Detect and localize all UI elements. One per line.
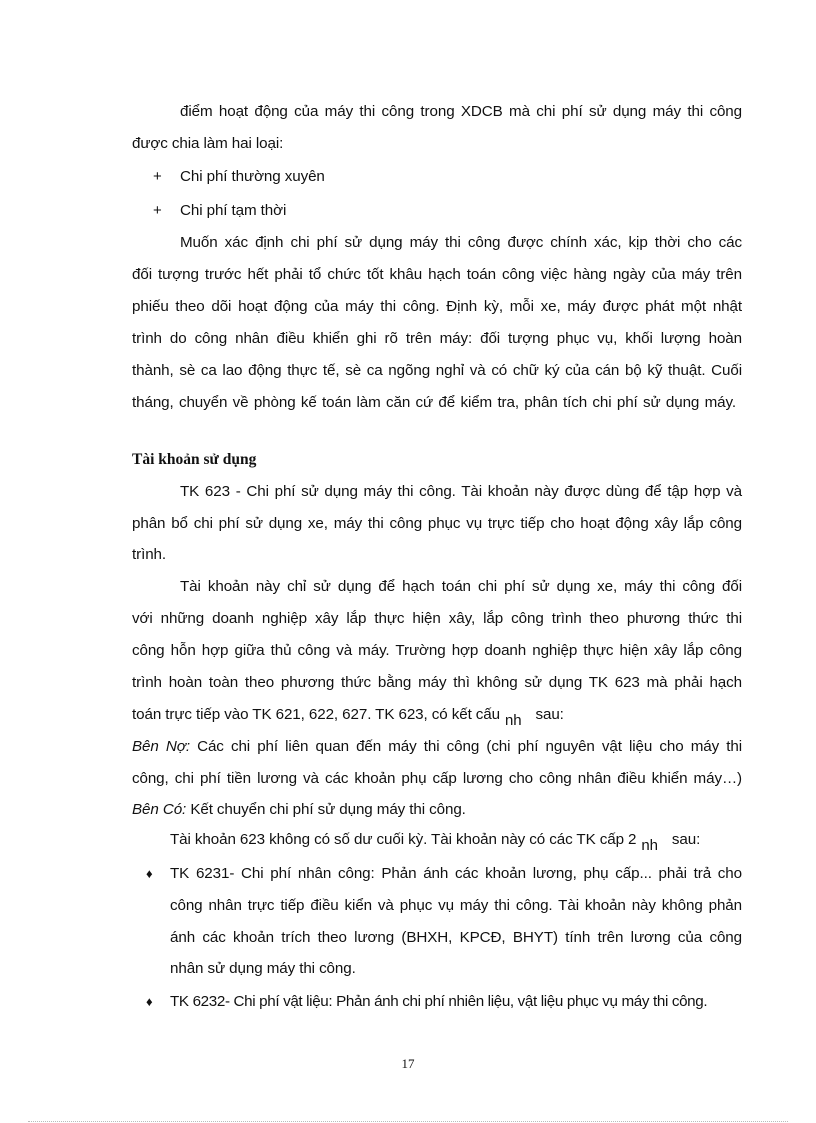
paragraph-line: Tài khoản này chỉ sử dụng để hạch toán chi phí sử dụng xe, máy thi công đối bbox=[180, 578, 742, 595]
list-item: Chi phí thường xuyên bbox=[180, 168, 325, 185]
paragraph-line: công, chi phí tiền lương và các khoản phụ cấp lương cho công nhân điều khiển máy…) bbox=[132, 770, 742, 787]
list-item-line: TK 6232- Chi phí vật liệu: Phản ánh chi phí nhiên liệu, vật liệu phục vụ máy thi công. bbox=[170, 993, 708, 1010]
paragraph-line: phân bổ chi phí sử dụng xe, máy thi công phục vụ trực tiếp cho hoạt động xây lắp công bbox=[132, 515, 742, 532]
list-item-line: công nhân trực tiếp điều kiển và phục vụ máy thi công. Tài khoản này không phản bbox=[170, 897, 742, 914]
diamond-bullet-icon: ♦ bbox=[146, 994, 153, 1009]
paragraph-line: Muốn xác định chi phí sử dụng máy thi công được chính xác, kịp thời cho các bbox=[180, 234, 742, 251]
diamond-bullet-icon: ♦ bbox=[146, 866, 153, 881]
subscript-text: nh bbox=[641, 837, 658, 854]
paragraph-line: đối tượng trước hết phải tổ chức tốt khâu hạch toán công việc hàng ngày của máy trên bbox=[132, 266, 742, 283]
debit-line bbox=[132, 737, 742, 757]
plus-bullet-icon: + bbox=[153, 202, 162, 219]
paragraph-line: TK 623 - Chi phí sử dụng máy thi công. Tài khoản này được dùng để tập hợp và bbox=[180, 483, 742, 500]
plus-bullet-icon: + bbox=[153, 168, 162, 185]
debit-label: Bên Nợ: bbox=[132, 738, 190, 755]
text-run: toán trực tiếp vào TK 621, 622, 627. TK 623, có kết cấu bbox=[132, 706, 500, 723]
paragraph-line: phiếu theo dõi hoạt động của máy thi công. Định kỳ, mỗi xe, máy được phát một nhật bbox=[132, 298, 742, 315]
list-item-line: ánh các khoản trích theo lương (BHXH, KPCĐ, BHYT) tính trên lương của công bbox=[170, 929, 742, 946]
credit-line bbox=[132, 800, 466, 820]
paragraph-line bbox=[132, 705, 564, 729]
paragraph-line: trình hoàn toàn theo phương thức bằng máy thì không sử dụng TK 623 mà phải hạch bbox=[132, 674, 742, 691]
paragraph-line: thành, sè ca lao động thực tế, sè ca ngõng nghỉ và có chữ ký của cán bộ kỹ thuật. Cuối bbox=[132, 362, 742, 379]
list-item-line: TK 6231- Chi phí nhân công: Phản ánh các khoản lương, phụ cấp... phải trả cho bbox=[170, 865, 742, 882]
text-run: Tài khoản 623 không có số dư cuối kỳ. Tài khoản này có các TK cấp 2 bbox=[170, 831, 637, 848]
debit-text: Các chi phí liên quan đến máy thi công (chi phí nguyên vật liệu cho máy thi bbox=[197, 738, 742, 755]
credit-text: Kết chuyển chi phí sử dụng máy thi công. bbox=[190, 801, 466, 818]
paragraph-line: công hỗn hợp giữa thủ công và máy. Trường hợp doanh nghiệp thực hiện xây lắp công bbox=[132, 642, 742, 659]
text-run: sau: bbox=[535, 706, 564, 723]
paragraph-line: điểm hoạt động của máy thi công trong XDCB mà chi phí sử dụng máy thi công bbox=[180, 103, 742, 120]
paragraph-line: trình do công nhân điều khiển ghi rõ trên máy: đối tượng phục vụ, khối lượng hoàn bbox=[132, 330, 742, 347]
credit-label: Bên Có: bbox=[132, 801, 187, 818]
list-item: Chi phí tạm thời bbox=[180, 202, 287, 219]
paragraph-line: được chia làm hai loại: bbox=[132, 135, 284, 152]
section-heading: Tài khoản sử dụng bbox=[132, 451, 257, 468]
paragraph-line: tháng, chuyển về phòng kế toán làm căn cứ để kiểm tra, phân tích chi phí sử dụng máy. bbox=[132, 394, 736, 411]
page-bottom-divider bbox=[28, 1121, 788, 1122]
paragraph-line: với những doanh nghiệp xây lắp thực hiện xây, lắp công trình theo phương thức thi bbox=[132, 610, 742, 627]
text-run: sau: bbox=[671, 831, 701, 848]
paragraph-line: trình. bbox=[132, 546, 167, 563]
page-number: 17 bbox=[401, 1056, 415, 1071]
list-item-line: nhân sử dụng máy thi công. bbox=[170, 960, 356, 977]
paragraph-line bbox=[170, 830, 701, 854]
subscript-text: nh bbox=[505, 712, 522, 729]
